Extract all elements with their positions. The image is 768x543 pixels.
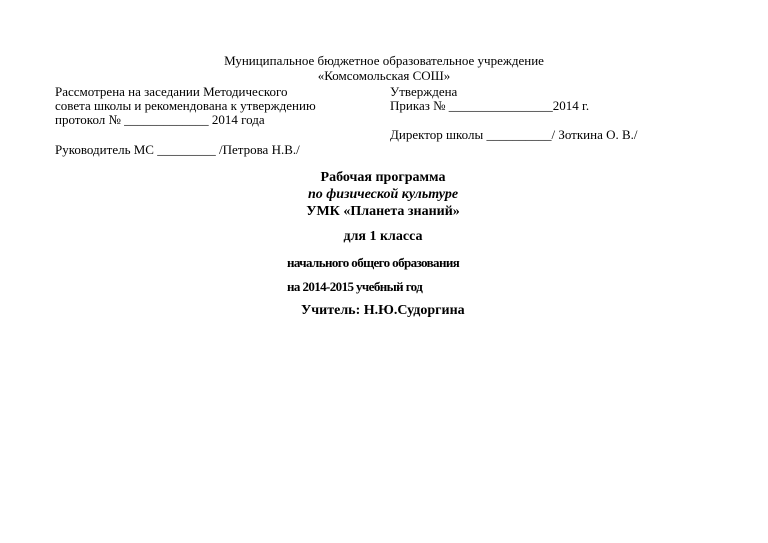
program-title: Рабочая программа <box>320 170 446 185</box>
program-year: на 2014-2015 учебный год <box>287 279 423 294</box>
program-level: начального общего образования <box>287 255 460 270</box>
teacher-name: Учитель: Н.Ю.Судоргина <box>301 303 465 318</box>
mc-head-line: Руководитель МС _________ /Петрова Н.В./ <box>55 142 300 157</box>
approved-label: Утверждена <box>390 84 458 99</box>
institution-name: Муниципальное бюджетное образовательное учреждение <box>224 53 544 68</box>
order-line: Приказ № ________________2014 г. <box>390 98 590 113</box>
program-grade: для 1 класса <box>343 229 423 244</box>
program-subject: по физической культуре <box>307 187 459 202</box>
director-line: Директор школы __________/ Зоткина О. В./ <box>390 127 638 142</box>
considered-line: Рассмотрена на заседании Методического <box>55 84 288 99</box>
recommended-line: совета школы и рекомендована к утверждению <box>55 98 316 113</box>
protocol-line: протокол № _____________ 2014 года <box>55 112 265 127</box>
program-umk: УМК «Планета знаний» <box>306 204 460 219</box>
school-name: «Комсомольская СОШ» <box>317 68 451 83</box>
